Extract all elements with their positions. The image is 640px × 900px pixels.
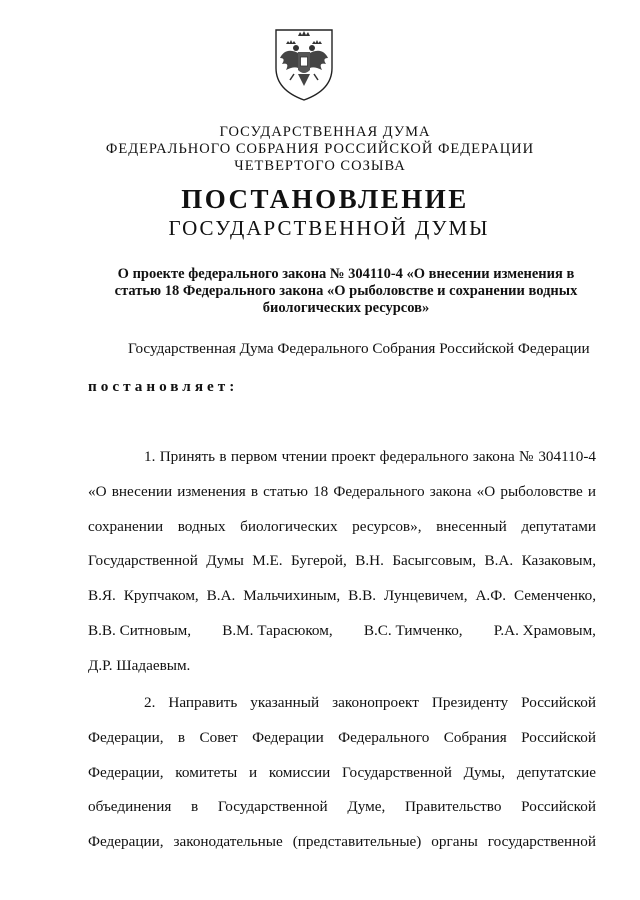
deputy-name: В.М. Тарасюком, xyxy=(222,621,333,639)
paragraph-1-line: «О внесении изменения в статью 18 Федерального закона «О рыболовстве и xyxy=(88,482,596,500)
paragraph-2-line: Федерации, законодательные (представительные) органы государственной xyxy=(88,833,596,851)
header-line-1: ГОСУДАРСТВЕННАЯ ДУМА xyxy=(219,124,431,140)
header-line-2: ФЕДЕРАЛЬНОГО СОБРАНИЯ РОССИЙСКОЙ ФЕДЕРАЦИИ xyxy=(105,141,535,157)
paragraph-2-line: Федерации, комитеты и комиссии Государственной Думы, депутатские xyxy=(88,763,596,781)
paragraph-2-line: Федерации, в Совет Федерации Федерального Собрания Российской xyxy=(88,728,596,746)
paragraph-2-line: 2. Направить указанный законопроект Президенту Российской xyxy=(144,694,596,711)
paragraph-1-line: сохранении водных биологических ресурсов», внесенный депутатами xyxy=(88,517,596,535)
paragraph-2-line: объединения в Государственной Думе, Правительство Российской xyxy=(88,798,596,816)
document-subtitle: ГОСУДАРСТВЕННОЙ ДУМЫ xyxy=(168,216,490,240)
deputy-name: Р.А. Храмовым, xyxy=(493,621,596,639)
deputy-name: В.В. Ситновым, xyxy=(88,621,192,639)
subject-line-2: статью 18 Федерального закона «О рыболовстве и сохранении водных xyxy=(114,283,578,299)
subject-line-1: О проекте федерального закона № 304110-4 «О внесении изменения в xyxy=(117,266,575,282)
decree-word: постановляет: xyxy=(88,378,239,395)
subject-line-3: биологических ресурсов» xyxy=(262,300,430,316)
document-title: ПОСТАНОВЛЕНИЕ xyxy=(181,184,469,214)
paragraph-1-line: Д.Р. Шадаевым. xyxy=(88,656,191,674)
paragraph-1 xyxy=(88,440,596,684)
document-subject xyxy=(96,266,596,317)
paragraph-1-line xyxy=(88,614,596,649)
paragraph-1-line: 1. Принять в первом чтении проект федерального закона № 304110-4 xyxy=(144,448,596,465)
header-line-3: ЧЕТВЕРТОГО СОЗЫВА xyxy=(234,158,406,174)
coat-of-arms-emblem xyxy=(272,24,336,102)
paragraph-1-line: В.Я. Крупчаком, В.А. Мальчихиным, В.В. Лунцевичем, А.Ф. Семенченко, xyxy=(88,587,596,605)
deputy-name: В.С. Тимченко, xyxy=(363,621,463,639)
paragraph-1-line: Государственной Думы М.Е. Бугерой, В.Н. Басыгсовым, В.А. Казаковым, xyxy=(88,552,596,570)
preamble: Государственная Дума Федерального Собрания Российской Федерации xyxy=(128,340,590,357)
issuer-header xyxy=(0,124,640,175)
paragraph-2 xyxy=(88,686,596,860)
